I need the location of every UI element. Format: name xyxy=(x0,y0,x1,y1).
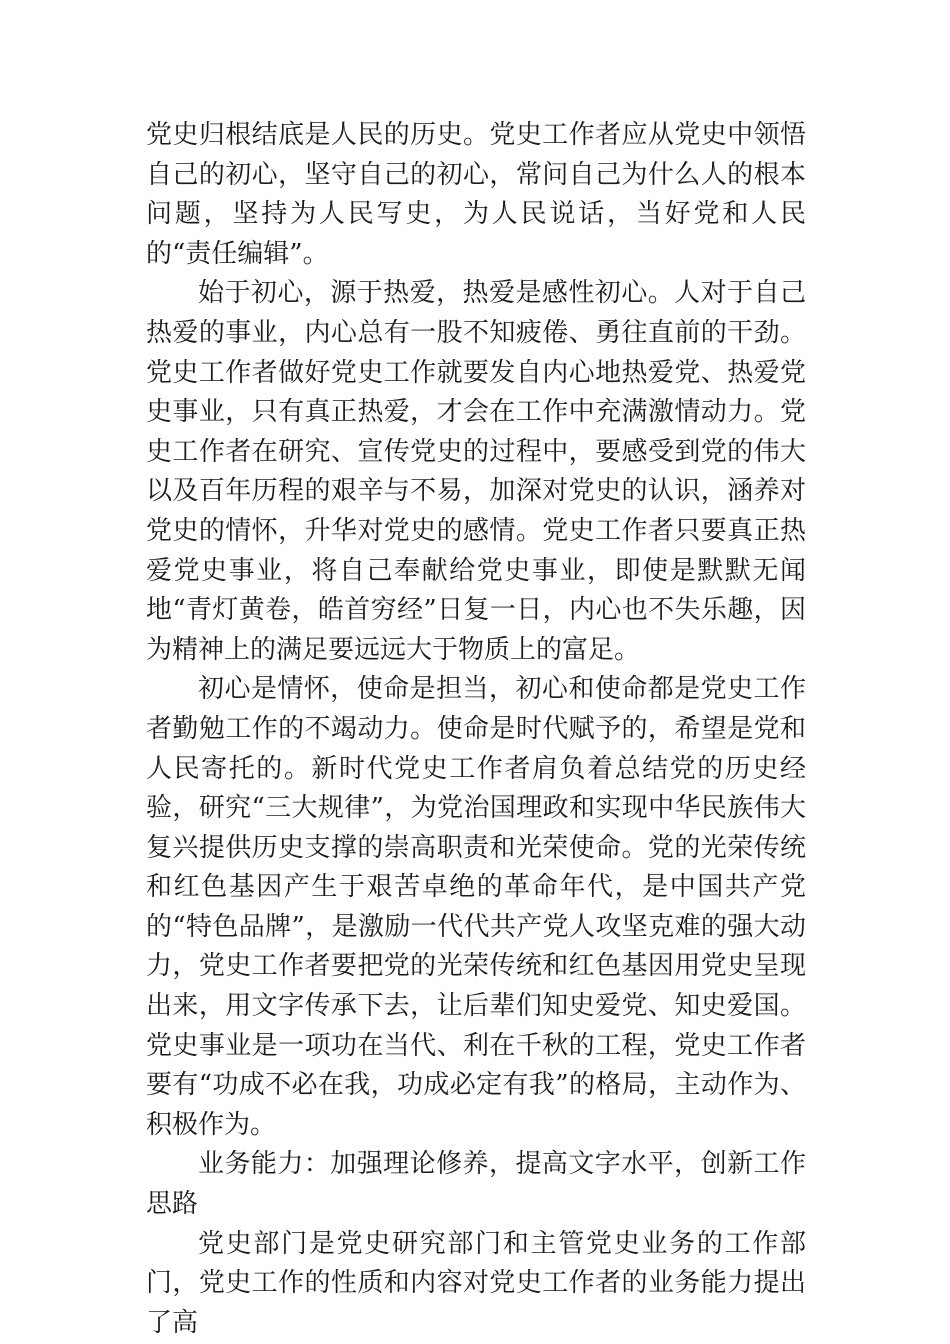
paragraph-2: 始于初心，源于热爱，热爱是感性初心。人对于自己热爱的事业，内心总有一股不知疲倦、勇往直前的干劲。党史工作者做好党史工作就要发自内心地热爱党、热爱党史事业，只有真正热爱，才会在工作中充满激情动力。党史工作者在研究、宣传党史的过程中，要感受到党的伟大以及百年历程的艰辛与不易，加深对党史的认识，涵养对党史的情怀，升华对党史的感情。党史工作者只要真正热爱党史事业，将自己奉献给党史事业，即使是默默无闻地“青灯黄卷，皓首穷经”日复一日，内心也不失乐趣，因为精神上的满足要远远大于物质上的富足。 xyxy=(146,278,806,665)
paragraph-3: 初心是情怀，使命是担当，初心和使命都是党史工作者勤勉工作的不竭动力。使命是时代赋予的，希望是党和人民寄托的。新时代党史工作者肩负着总结党的历史经验，研究“三大规律”，为党治国理政和实现中华民族伟大复兴提供历史支撑的崇高职责和光荣使命。党的光荣传统和红色基因产生于艰苦卓绝的革命年代，是中国共产党的“特色品牌”，是激励一代代共产党人攻坚克难的强大动力，党史工作者要把党的光荣传统和红色基因用党史呈现出来，用文字传承下去，让后辈们知史爱党、知史爱国。党史事业是一项功在当代、利在千秋的工程，党史工作者要有“功成不必在我，功成必定有我”的格局，主动作为、积极作为。 xyxy=(146,674,806,1140)
document-body xyxy=(146,116,806,1343)
paragraph-1: 党史归根结底是人民的历史。党史工作者应从党史中领悟自己的初心，坚守自己的初心，常问自己为什么人的根本问题，坚持为人民写史，为人民说话，当好党和人民的“责任编辑”。 xyxy=(146,120,806,269)
paragraph-4: 党史部门是党史研究部门和主管党史业务的工作部门，党史工作的性质和内容对党史工作者的业务能力提出了高 xyxy=(146,1228,806,1338)
section-heading: 业务能力：加强理论修养，提高文字水平，创新工作思路 xyxy=(146,1149,806,1220)
